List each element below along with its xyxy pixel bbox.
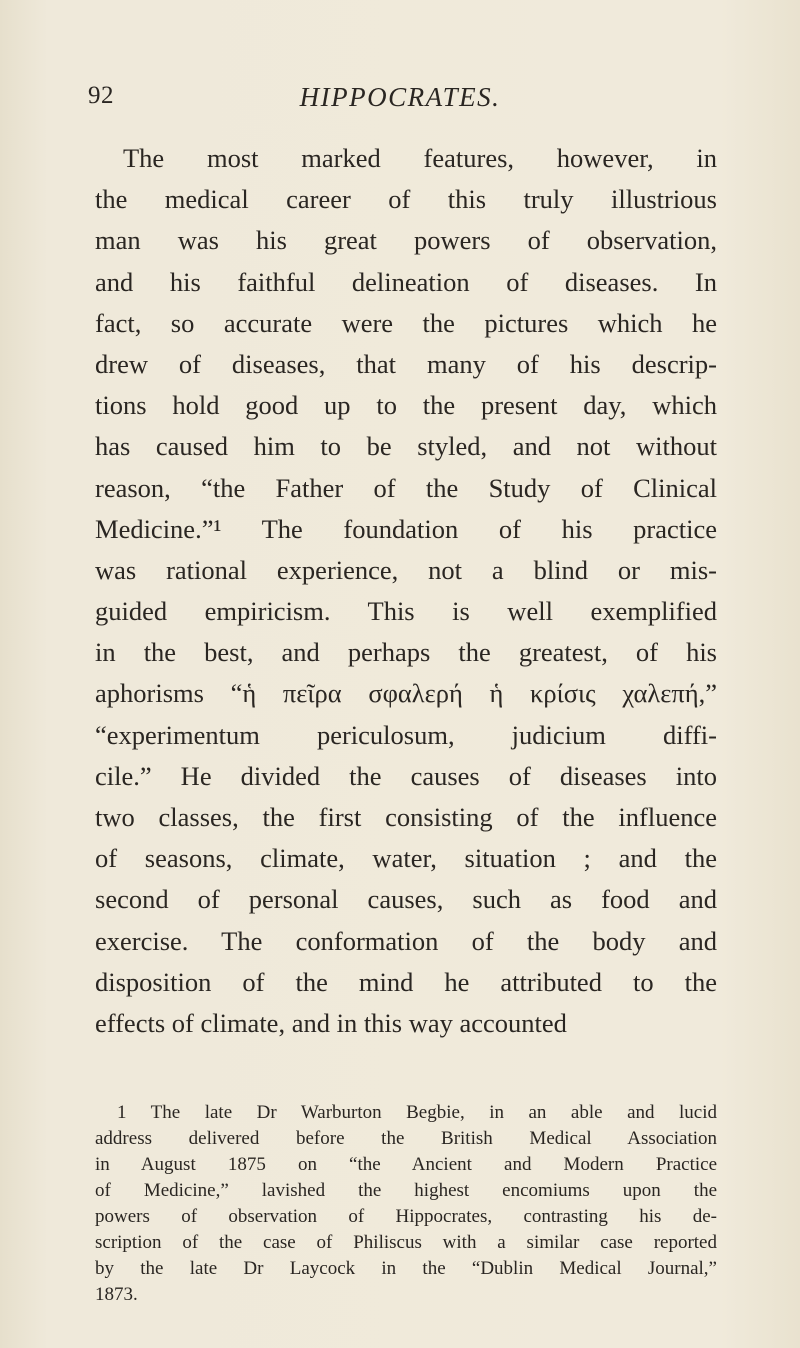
footnote-line: by the late Dr Laycock in the “Dublin Medical Journal,” — [95, 1258, 717, 1279]
page-number: 92 — [88, 82, 114, 109]
text-line: reason, “the Father of the Study of Clinical — [95, 472, 717, 503]
text-line: “experimentum periculosum, judicium diffi- — [95, 719, 717, 750]
footnote-line: 1873. — [95, 1284, 138, 1305]
text-line: fact, so accurate were the pictures which he — [95, 307, 717, 338]
text-line: was rational experience, not a blind or mis- — [95, 554, 717, 585]
page-header — [0, 82, 800, 122]
footnote-line: address delivered before the British Medical Association — [95, 1128, 717, 1149]
text-line: exercise. The conformation of the body and — [95, 925, 717, 956]
footnote-line: of Medicine,” lavished the highest encomiums upon the — [95, 1180, 717, 1201]
text-line: disposition of the mind he attributed to the — [95, 966, 717, 997]
text-line: two classes, the first consisting of the influence — [95, 802, 717, 832]
text-line: drew of diseases, that many of his descrip- — [95, 348, 717, 379]
text-line: has caused him to be styled, and not without — [95, 431, 717, 462]
text-line: and his faithful delineation of diseases. In — [95, 266, 717, 297]
footnote-line: scription of the case of Philiscus with a similar case reported — [95, 1232, 717, 1253]
text-line: cile.” He divided the causes of diseases into — [95, 760, 717, 791]
text-line: Medicine.”¹ The foundation of his practice — [95, 513, 717, 544]
text-line: the medical career of this truly illustrious — [95, 184, 717, 215]
main-paragraph — [95, 138, 717, 1044]
footnote-line: 1 The late Dr Warburton Begbie, in an able and lucid — [117, 1102, 717, 1123]
text-line: second of personal causes, such as food and — [95, 884, 717, 915]
text-line: effects of climate, and in this way accounted — [95, 1007, 567, 1038]
running-head: HIPPOCRATES. — [299, 82, 501, 112]
text-line: tions hold good up to the present day, which — [95, 390, 717, 421]
footnote — [95, 1100, 717, 1308]
footnote-line: in August 1875 on “the Ancient and Modern Practice — [95, 1154, 717, 1175]
text-line: man was his great powers of observation, — [95, 225, 717, 256]
footnote-line: powers of observation of Hippocrates, contrasting his de- — [95, 1206, 717, 1227]
text-line: guided empiricism. This is well exemplified — [95, 596, 717, 627]
text-line: The most marked features, however, in — [123, 143, 717, 173]
text-line: in the best, and perhaps the greatest, of his — [95, 637, 717, 668]
text-line-greek-aphorism: aphorisms “ἡ πεῖρα σφαλερή ἡ κρίσις χαλεπή,” — [95, 678, 717, 709]
text-line: of seasons, climate, water, situation ; and the — [95, 843, 717, 874]
